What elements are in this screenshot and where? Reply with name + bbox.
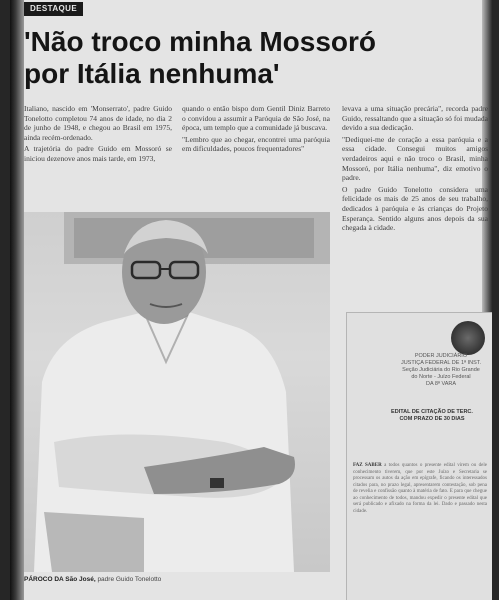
title-line: EDITAL DE CITAÇÃO DE TERC. — [391, 409, 473, 415]
headline — [24, 26, 492, 90]
article-column-1 — [24, 104, 172, 166]
header-line: do Norte - Juízo Federal — [411, 374, 471, 380]
legal-notice — [346, 312, 492, 600]
section-tag: DESTAQUE — [24, 2, 83, 16]
chair — [44, 512, 144, 572]
headline-line-1: 'Não troco minha Mossoró — [24, 26, 377, 57]
title-line: COM PRAZO DE 30 DIAS — [399, 416, 465, 422]
paragraph: O padre Guido Tonelotto considera uma felicidade os mais de 25 anos de seu trabalho, dedicados à paróquia e às crianças do Projeto Esperança. Sentido alguns anos depois da sua chegada à cidade. — [342, 184, 488, 233]
caption-text: padre Guido Tonelotto — [95, 576, 162, 583]
header-line: JUSTIÇA FEDERAL DE 1ª INST. — [400, 360, 482, 366]
article-column-2 — [182, 104, 330, 156]
paragraph: levava a uma situação precária", recorda padre Guido, ressaltando que a situação só foi mudada devido a sua dedicação. — [342, 104, 488, 133]
coat-of-arms-icon — [451, 321, 485, 355]
headline-line-2: por Itália nenhuma' — [24, 58, 280, 89]
legal-notice-header — [395, 353, 487, 388]
header-line: DA 8ª VARA — [425, 381, 457, 387]
legal-notice-title — [377, 409, 487, 423]
paragraph: "Dediquei-me de coração a essa paróquia e a essa cidade. Consegui muitos amigos verdadeiros aqui e não troco o Brasil, minha Mossoró, por Itália nenhuma", diz emotivo o padre. — [342, 134, 488, 183]
wristwatch — [210, 478, 224, 488]
photo-caption — [24, 576, 330, 583]
article-column-3 — [342, 104, 488, 235]
legal-notice-body — [353, 463, 487, 515]
page-binding-shadow — [10, 0, 24, 600]
header-line: PODER JUDICIÁRIO — [414, 353, 468, 359]
paragraph: "Lembro que ao chegar, encontrei uma paróquia em dificuldades, poucos frequentadores" — [182, 134, 330, 154]
caption-bold: PÁROCO DA São José, — [24, 576, 96, 583]
portrait-photo — [24, 212, 330, 572]
paragraph: Italiano, nascido em 'Monserrato', padre Guido Tonelotto completou 74 anos de idade, no dia 2 de junho de 1948, e chegou ao Brasil em 1975, ainda recém-ordenado. — [24, 104, 172, 142]
paragraph: A trajetória do padre Guido em Mossoró se iniciou dezenove anos mais tarde, em 1973, — [24, 144, 172, 163]
portrait-illustration — [24, 212, 330, 572]
legal-notice-lead: FAZ SABER — [353, 463, 382, 468]
newspaper-page — [10, 0, 492, 600]
header-line: Seção Judiciária do Rio Grande — [402, 367, 480, 373]
paragraph: quando o então bispo dom Gentil Diniz Barreto o convidou a assumir a Paróquia de São José, na época, um templo que a comunidade já buscava. — [182, 104, 330, 133]
legal-notice-text: a todos quantos o presente edital virem ou dele conhecimento tiverem, que por este Juízo e Secretaria se processam os autos da ação em epígrafe, ficando os interessados citados para, no prazo legal, apresentarem contestação, sob pena de revelia e confissão quanto à matéria de fato. E para que chegue ao conhecimento de todos, mandou expedir o presente edital que será publicado e afixado na forma da lei. Dado e passado nesta cidade. — [353, 463, 487, 514]
